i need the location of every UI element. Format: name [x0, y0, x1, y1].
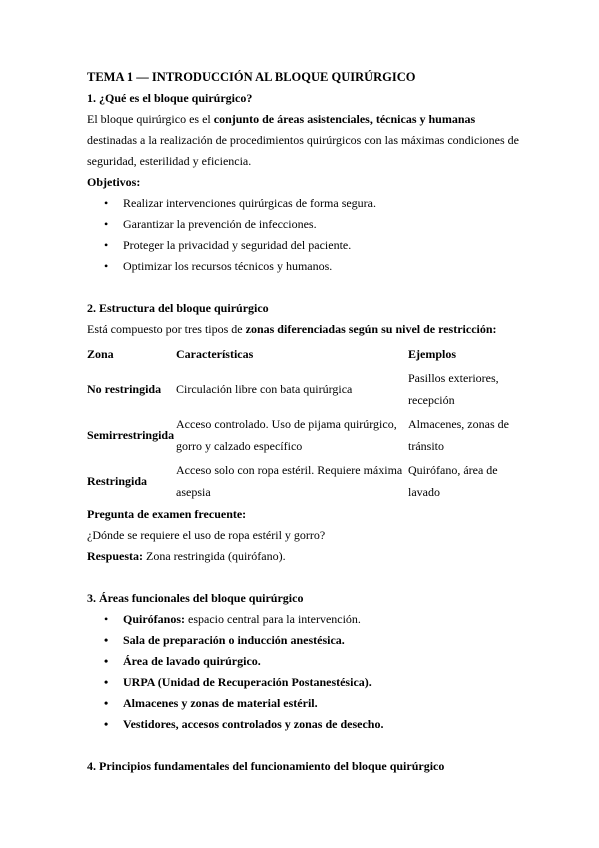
table-header-examples: Ejemplos: [408, 347, 456, 361]
table-cell-examples: Pasillos exteriores, recepción: [408, 371, 499, 407]
document-content: [87, 67, 527, 777]
table-row: [87, 458, 527, 504]
table-header-row: [87, 342, 527, 366]
section-2-intro: [87, 319, 527, 340]
intro-text: Está compuesto por tres tipos de: [87, 322, 246, 336]
table-cell-examples: Quirófano, área de lavado: [408, 463, 498, 499]
list-item: • Almacenes y zonas de material estéril.: [87, 693, 527, 714]
table-cell-characteristics: Acceso controlado. Uso de pijama quirúrgico, gorro y calzado específico: [176, 417, 397, 453]
paragraph-text: El bloque quirúrgico es el: [87, 112, 214, 126]
section-1-paragraph: [87, 109, 527, 172]
exam-question-label: Pregunta de examen frecuente:: [87, 507, 247, 521]
spacer: [87, 277, 527, 298]
list-item: • Sala de preparación o inducción anestésica.: [87, 630, 527, 651]
table-header-characteristics: Características: [176, 347, 254, 361]
list-item: • URPA (Unidad de Recuperación Postanestésica).: [87, 672, 527, 693]
document-title: TEMA 1 — INTRODUCCIÓN AL BLOQUE QUIRÚRGICO: [87, 70, 416, 84]
spacer: [87, 567, 527, 588]
section-3-heading: 3. Áreas funcionales del bloque quirúrgico: [87, 591, 304, 605]
paragraph-bold-text: conjunto de áreas asistenciales, técnicas y humanas: [213, 112, 476, 126]
functional-areas-list: [87, 609, 527, 735]
list-item-bold: Quirófanos:: [123, 612, 186, 626]
list-item: • Área de lavado quirúrgico.: [87, 651, 527, 672]
table-cell-characteristics: Circulación libre con bata quirúrgica: [176, 382, 353, 396]
table-row: [87, 366, 527, 412]
table-cell-zone: Restringida: [87, 474, 147, 488]
list-item: [87, 609, 527, 630]
exam-question: ¿Dónde se requiere el uso de ropa estéril y gorro?: [87, 528, 326, 542]
list-item: • Proteger la privacidad y seguridad del paciente.: [87, 235, 527, 256]
answer-label: Respuesta:: [87, 549, 143, 563]
zones-table: [87, 342, 527, 504]
answer-text: Zona restringida (quirófano).: [143, 549, 286, 563]
section-1-heading: 1. ¿Qué es el bloque quirúrgico?: [87, 91, 253, 105]
table-cell-zone: No restringida: [87, 382, 162, 396]
spacer: [87, 735, 527, 756]
objectives-list: [87, 193, 527, 277]
list-item: • Garantizar la prevención de infecciones.: [87, 214, 527, 235]
table-header-zone: Zona: [87, 347, 114, 361]
list-item-text: espacio central para la intervención.: [185, 612, 361, 626]
table-row: [87, 412, 527, 458]
intro-bold-text: zonas diferenciadas según su nivel de restricción:: [245, 322, 497, 336]
table-cell-characteristics: Acceso solo con ropa estéril. Requiere máxima asepsia: [176, 463, 403, 499]
table-cell-examples: Almacenes, zonas de tránsito: [408, 417, 509, 453]
objectives-label: Objetivos:: [87, 175, 141, 189]
table-cell-zone: Semirrestringida: [87, 428, 175, 442]
list-item: • Realizar intervenciones quirúrgicas de forma segura.: [87, 193, 527, 214]
paragraph-text: destinadas a la realización de procedimientos quirúrgicos con las máximas condiciones de seguridad, esterilidad y eficiencia.: [87, 133, 519, 168]
section-2-heading: 2. Estructura del bloque quirúrgico: [87, 301, 269, 315]
list-item: • Optimizar los recursos técnicos y humanos.: [87, 256, 527, 277]
section-4-heading: 4. Principios fundamentales del funcionamiento del bloque quirúrgico: [87, 759, 445, 773]
list-item: • Vestidores, accesos controlados y zonas de desecho.: [87, 714, 527, 735]
exam-answer: [87, 546, 527, 567]
